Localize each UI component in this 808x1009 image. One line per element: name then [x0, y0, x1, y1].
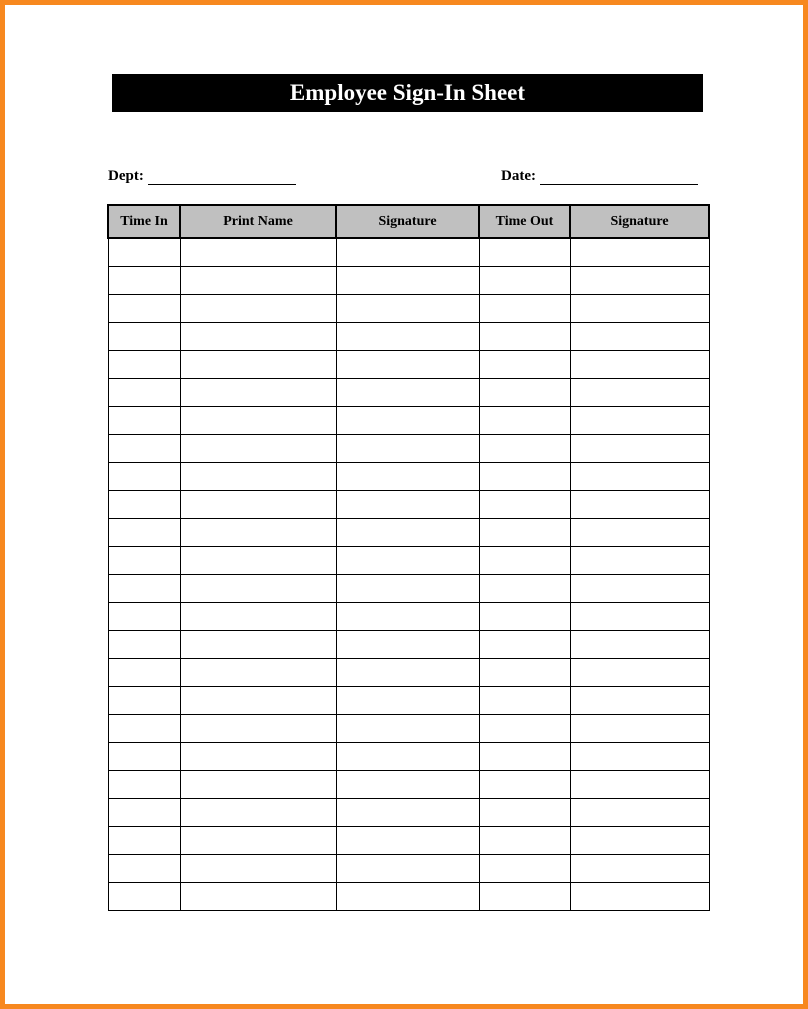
signature-in-cell[interactable]: [336, 267, 479, 295]
signature-in-cell[interactable]: [336, 631, 479, 659]
signature-out-cell[interactable]: [570, 379, 709, 407]
table-row: [108, 379, 709, 407]
print-name-cell[interactable]: [180, 519, 336, 547]
time-out-cell[interactable]: [479, 743, 570, 771]
time-out-cell[interactable]: [479, 855, 570, 883]
print-name-cell[interactable]: [180, 743, 336, 771]
time-in-cell[interactable]: [108, 715, 180, 743]
time-in-cell[interactable]: [108, 827, 180, 855]
signature-in-cell[interactable]: [336, 855, 479, 883]
time-out-cell[interactable]: [479, 799, 570, 827]
time-in-cell[interactable]: [108, 883, 180, 911]
time-in-cell[interactable]: [108, 491, 180, 519]
signature-out-cell[interactable]: [570, 463, 709, 491]
signature-in-cell[interactable]: [336, 491, 479, 519]
time-in-cell[interactable]: [108, 547, 180, 575]
table-row: [108, 631, 709, 659]
time-out-cell[interactable]: [479, 771, 570, 799]
table-row: [108, 659, 709, 687]
time-out-cell[interactable]: [479, 659, 570, 687]
signature-in-cell[interactable]: [336, 463, 479, 491]
table-row: [108, 771, 709, 799]
signature-in-cell[interactable]: [336, 379, 479, 407]
dept-blank-line[interactable]: [148, 168, 296, 185]
time-out-cell[interactable]: [479, 491, 570, 519]
time-in-cell[interactable]: [108, 463, 180, 491]
print-name-cell[interactable]: [180, 435, 336, 463]
table-row: [108, 855, 709, 883]
signature-out-cell[interactable]: [570, 435, 709, 463]
print-name-cell[interactable]: [180, 855, 336, 883]
print-name-cell[interactable]: [180, 771, 336, 799]
time-out-cell[interactable]: [479, 323, 570, 351]
signature-in-cell[interactable]: [336, 603, 479, 631]
print-name-cell[interactable]: [180, 323, 336, 351]
signature-out-cell[interactable]: [570, 659, 709, 687]
print-name-cell[interactable]: [180, 351, 336, 379]
print-name-cell[interactable]: [180, 575, 336, 603]
time-out-cell[interactable]: [479, 519, 570, 547]
signature-out-cell[interactable]: [570, 519, 709, 547]
table-row: [108, 687, 709, 715]
print-name-cell[interactable]: [180, 295, 336, 323]
table-row: [108, 295, 709, 323]
signature-in-cell[interactable]: [336, 295, 479, 323]
print-name-cell[interactable]: [180, 267, 336, 295]
signature-in-cell[interactable]: [336, 687, 479, 715]
time-in-cell[interactable]: [108, 687, 180, 715]
print-name-cell[interactable]: [180, 238, 336, 267]
signature-out-cell[interactable]: [570, 267, 709, 295]
signature-in-cell[interactable]: [336, 435, 479, 463]
table-row: [108, 603, 709, 631]
print-name-cell[interactable]: [180, 827, 336, 855]
signature-out-cell[interactable]: [570, 883, 709, 911]
time-out-cell[interactable]: [479, 267, 570, 295]
print-name-cell[interactable]: [180, 463, 336, 491]
header-signature-in: Signature: [336, 205, 479, 238]
date-field: [501, 168, 698, 185]
title-text: Employee Sign-In Sheet: [289, 80, 526, 105]
time-in-cell[interactable]: [108, 603, 180, 631]
table-row: [108, 491, 709, 519]
time-out-cell[interactable]: [479, 407, 570, 435]
print-name-cell[interactable]: [180, 379, 336, 407]
time-out-cell[interactable]: [479, 715, 570, 743]
signature-in-cell[interactable]: [336, 575, 479, 603]
time-out-cell[interactable]: [479, 883, 570, 911]
table-row: [108, 323, 709, 351]
print-name-cell[interactable]: [180, 547, 336, 575]
table-row: [108, 743, 709, 771]
signature-out-cell[interactable]: [570, 743, 709, 771]
signature-out-cell[interactable]: [570, 855, 709, 883]
time-in-cell[interactable]: [108, 575, 180, 603]
signature-in-cell[interactable]: [336, 771, 479, 799]
signature-in-cell[interactable]: [336, 799, 479, 827]
table-body: [108, 238, 709, 911]
time-out-cell[interactable]: [479, 463, 570, 491]
print-name-cell[interactable]: [180, 603, 336, 631]
header-row: [108, 205, 709, 238]
print-name-cell[interactable]: [180, 715, 336, 743]
table-row: [108, 575, 709, 603]
signature-out-cell[interactable]: [570, 491, 709, 519]
time-in-cell[interactable]: [108, 379, 180, 407]
signature-in-cell[interactable]: [336, 519, 479, 547]
signature-in-cell[interactable]: [336, 883, 479, 911]
signature-in-cell[interactable]: [336, 715, 479, 743]
time-in-cell[interactable]: [108, 771, 180, 799]
table-row: [108, 351, 709, 379]
signature-out-cell[interactable]: [570, 771, 709, 799]
time-in-cell[interactable]: [108, 799, 180, 827]
dept-label: Dept:: [108, 168, 144, 184]
table-row: [108, 435, 709, 463]
time-out-cell[interactable]: [479, 238, 570, 267]
time-in-cell[interactable]: [108, 519, 180, 547]
signature-in-cell[interactable]: [336, 827, 479, 855]
table-row: [108, 547, 709, 575]
signature-out-cell[interactable]: [570, 407, 709, 435]
time-out-cell[interactable]: [479, 575, 570, 603]
date-blank-line[interactable]: [540, 168, 698, 185]
time-in-cell[interactable]: [108, 323, 180, 351]
signature-out-cell[interactable]: [570, 631, 709, 659]
table-row: [108, 267, 709, 295]
header-print-name: Print Name: [180, 205, 336, 238]
signature-out-cell[interactable]: [570, 351, 709, 379]
time-out-cell[interactable]: [479, 351, 570, 379]
sign-in-table: [107, 204, 710, 911]
table-row: [108, 827, 709, 855]
print-name-cell[interactable]: [180, 631, 336, 659]
time-out-cell[interactable]: [479, 631, 570, 659]
time-out-cell[interactable]: [479, 547, 570, 575]
print-name-cell[interactable]: [180, 799, 336, 827]
table-row: [108, 463, 709, 491]
print-name-cell[interactable]: [180, 491, 336, 519]
signature-in-cell[interactable]: [336, 238, 479, 267]
signature-in-cell[interactable]: [336, 547, 479, 575]
signature-in-cell[interactable]: [336, 323, 479, 351]
print-name-cell[interactable]: [180, 687, 336, 715]
time-in-cell[interactable]: [108, 351, 180, 379]
time-out-cell[interactable]: [479, 435, 570, 463]
table-row: [108, 238, 709, 267]
time-in-cell[interactable]: [108, 631, 180, 659]
time-in-cell[interactable]: [108, 855, 180, 883]
signature-in-cell[interactable]: [336, 659, 479, 687]
signature-in-cell[interactable]: [336, 407, 479, 435]
table-row: [108, 883, 709, 911]
print-name-cell[interactable]: [180, 883, 336, 911]
table-row: [108, 715, 709, 743]
signature-out-cell[interactable]: [570, 295, 709, 323]
time-out-cell[interactable]: [479, 379, 570, 407]
signature-out-cell[interactable]: [570, 603, 709, 631]
time-out-cell[interactable]: [479, 295, 570, 323]
signature-out-cell[interactable]: [570, 827, 709, 855]
signature-out-cell[interactable]: [570, 547, 709, 575]
signature-out-cell[interactable]: [570, 323, 709, 351]
signature-out-cell[interactable]: [570, 799, 709, 827]
time-in-cell[interactable]: [108, 267, 180, 295]
time-out-cell[interactable]: [479, 827, 570, 855]
print-name-cell[interactable]: [180, 659, 336, 687]
signature-out-cell[interactable]: [570, 575, 709, 603]
table-row: [108, 799, 709, 827]
print-name-cell[interactable]: [180, 407, 336, 435]
signature-out-cell[interactable]: [570, 715, 709, 743]
time-in-cell[interactable]: [108, 295, 180, 323]
dept-field: [108, 168, 296, 185]
header-time-in: Time In: [108, 205, 180, 238]
table-row: [108, 519, 709, 547]
time-in-cell[interactable]: [108, 238, 180, 267]
time-in-cell[interactable]: [108, 435, 180, 463]
header-time-out: Time Out: [479, 205, 570, 238]
signature-in-cell[interactable]: [336, 743, 479, 771]
signature-in-cell[interactable]: [336, 351, 479, 379]
signature-out-cell[interactable]: [570, 687, 709, 715]
page-title: [112, 74, 703, 112]
time-in-cell[interactable]: [108, 743, 180, 771]
header-signature-out: Signature: [570, 205, 709, 238]
time-out-cell[interactable]: [479, 603, 570, 631]
time-in-cell[interactable]: [108, 407, 180, 435]
date-label: Date:: [501, 168, 536, 184]
signature-out-cell[interactable]: [570, 238, 709, 267]
table-row: [108, 407, 709, 435]
time-in-cell[interactable]: [108, 659, 180, 687]
time-out-cell[interactable]: [479, 687, 570, 715]
